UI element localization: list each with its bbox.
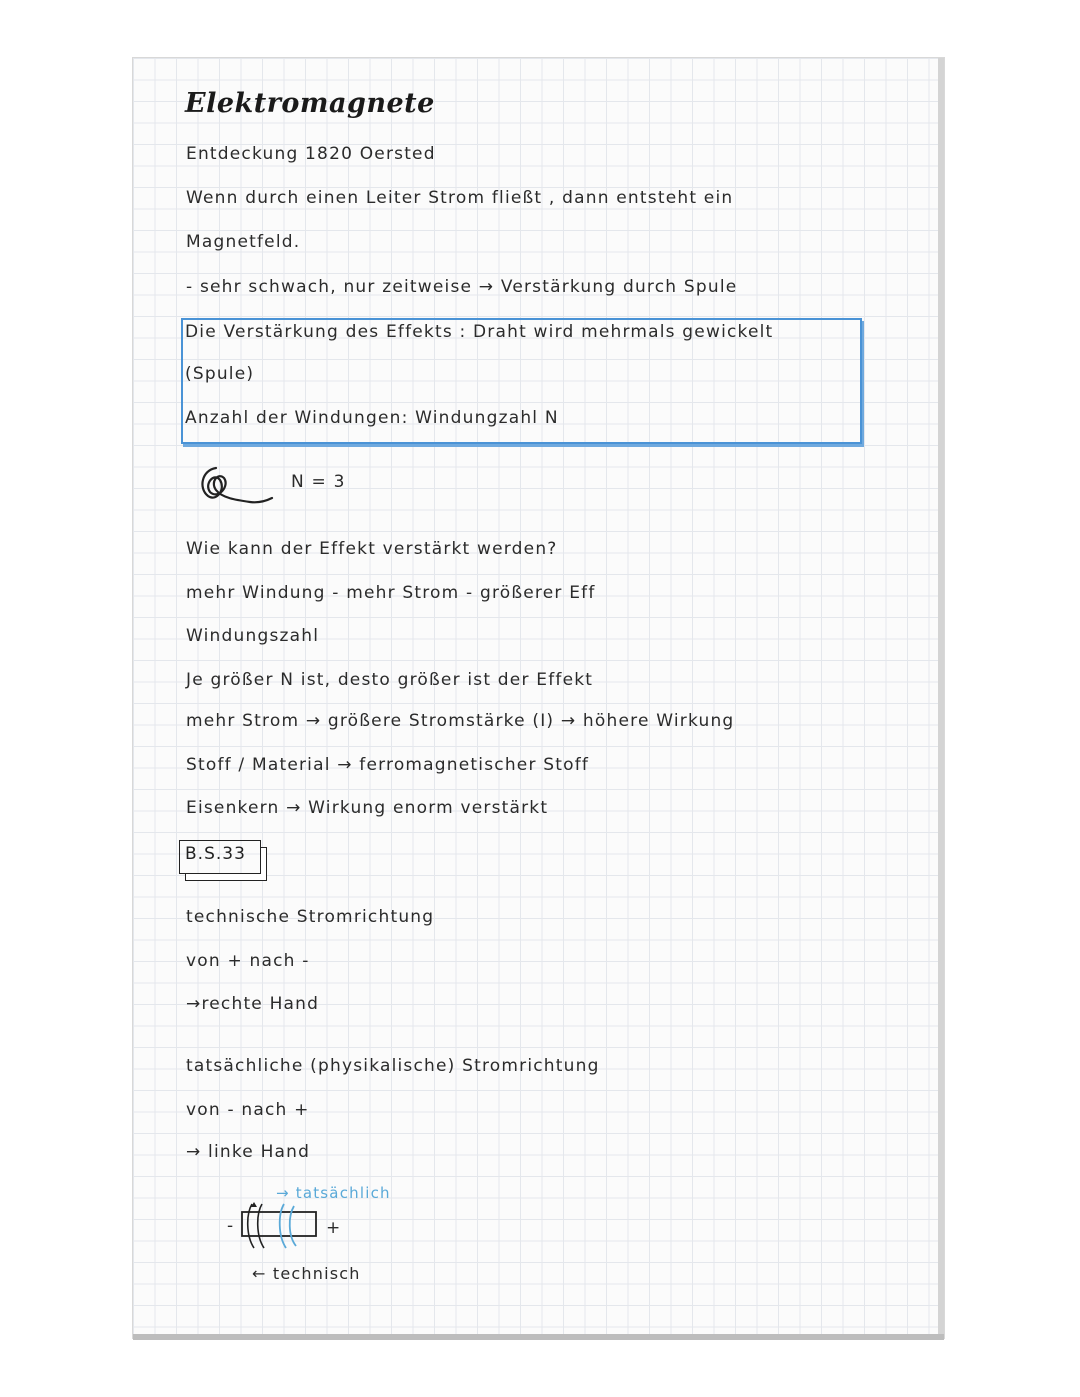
weak-line: - sehr schwach, nur zeitweise → Verstärkung durch Spule (186, 277, 738, 297)
diagram-actual-label: → tatsächlich (276, 1184, 391, 1202)
discovery-line: Entdeckung 1820 Oersted (186, 144, 436, 164)
book-reference-box (179, 840, 261, 874)
box-line-1: Die Verstärkung des Effekts : Draht wird mehrmals gewickelt (185, 322, 774, 342)
sheet-edge (938, 58, 944, 1340)
diagram-plus: + (326, 1218, 342, 1238)
n-label: N = 3 (291, 472, 346, 492)
box-line-2: (Spule) (185, 364, 255, 384)
coil-sketch-icon (196, 460, 276, 510)
question-line: Wie kann der Effekt verstärkt werden? (186, 539, 558, 559)
sheet-edge (133, 1334, 944, 1340)
diagram-minus: - (227, 1216, 235, 1236)
diagram-technical-label: ← technisch (252, 1264, 361, 1283)
physical-title: tatsächliche (physikalische) Stromrichtung (186, 1056, 600, 1076)
box-line-3: Anzahl der Windungen: Windungzahl N (185, 408, 559, 428)
turns-line: Windungszahl (186, 626, 320, 646)
technical-title: technische Stromrichtung (186, 907, 435, 927)
solenoid-diagram-icon (238, 1200, 322, 1256)
page-title: Elektromagnete (185, 88, 435, 119)
current-line: mehr Strom → größere Stromstärke (I) → höhere Wirkung (186, 711, 735, 731)
rule-line: Je größer N ist, desto größer ist der Effekt (186, 670, 594, 690)
iron-line: Eisenkern → Wirkung enorm verstärkt (186, 798, 549, 818)
technical-hand: →rechte Hand (186, 994, 320, 1014)
physical-hand: → linke Hand (186, 1142, 311, 1162)
technical-direction: von + nach - (186, 951, 310, 971)
physical-direction: von - nach + (186, 1100, 310, 1120)
material-line: Stoff / Material → ferromagnetischer Stoff (186, 755, 590, 775)
definition-line-1: Wenn durch einen Leiter Strom fließt , dann entsteht ein (186, 188, 734, 208)
definition-line-2: Magnetfeld. (186, 232, 301, 252)
more-line: mehr Windung - mehr Strom - größerer Eff (186, 583, 596, 603)
book-reference: B.S.33 (185, 844, 246, 864)
